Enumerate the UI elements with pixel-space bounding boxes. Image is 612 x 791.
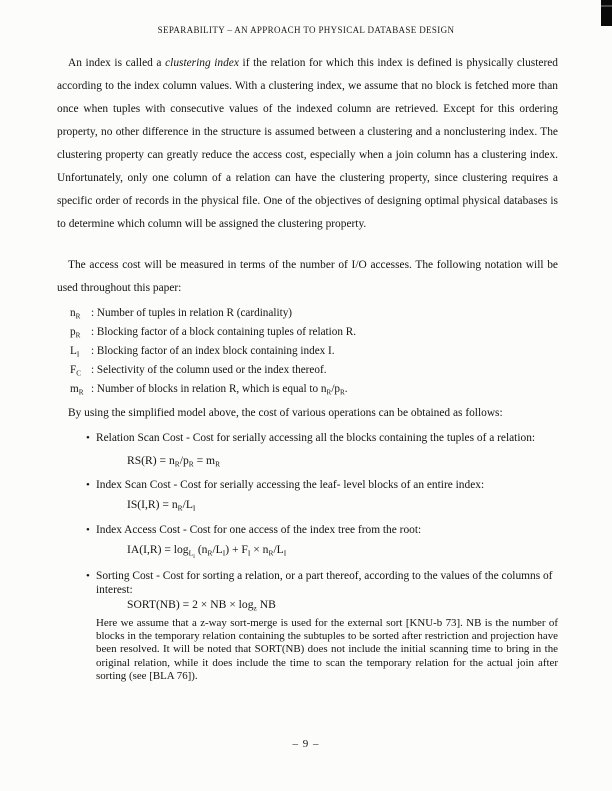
- notation-desc: : Blocking factor of a block containing tuples of relation R.: [91, 326, 357, 339]
- notation-symbol: $p_R$: [70, 326, 81, 340]
- notation-item: [70, 382, 356, 401]
- bullet-index-access-cost: • Index Access Cost - Cost for one access of the index tree from the root:: [96, 524, 558, 538]
- formula-index-scan: $IS(I,R) = n_R/L_I$: [127, 498, 196, 513]
- notation-desc: : Selectivity of the column used or the index thereof.: [91, 364, 327, 377]
- notation-symbol: $L_I$: [70, 345, 80, 359]
- bullet-index-scan-cost: • Index Scan Cost - Cost for serially accessing the leaf- level blocks of an entire index:: [96, 479, 558, 493]
- bullet-relation-scan-cost: • Relation Scan Cost - Cost for serially accessing all the blocks containing the tuples of a relation:: [96, 432, 558, 446]
- paragraph-model-intro: By using the simplified model above, the cost of various operations can be obtained as follows:: [68, 407, 503, 419]
- paragraph-clustering-index: An index is called a clustering index if the relation for which this index is defined is physically clustered according to the index column values. With a clustering index, we assume that no block is fetched more than once when tuples with consecutive values of the indexed column are retrieved. Except for this ordering property, no other difference in the structure is assumed between a clustering and a nonclustering index. The clustering property can greatly reduce the access cost, especially when a join column has a clustering index. Unfortunately, only one column of a relation can have the clustering property, since clustering requires a specific order of records in the physical file. One of the objectives of designing optimal physical databases is to determine which column will be assigned the clustering property.: [57, 57, 558, 230]
- notation-desc: : Blocking factor of an index block containing index I.: [91, 345, 335, 358]
- notation-desc: : Number of blocks in relation R, which is equal to $n_R/p_R$.: [91, 383, 348, 397]
- formula-index-access: $IA(I,R) = \log_{LI} (n_R/L_I) + F_I \times n_R/L_I$: [127, 543, 287, 561]
- paragraph-access-cost: The access cost will be measured in terms of the number of I/O accesses. The following notation will be used throughout this paper:: [57, 259, 558, 294]
- notation-symbol: $F_C$: [70, 364, 82, 378]
- notation-item: [70, 325, 356, 344]
- bullet-sorting-cost: • Sorting Cost - Cost for sorting a relation, or a part thereof, according to the values of the columns of interest:: [96, 570, 558, 598]
- sorting-cost-note: Here we assume that a z-way sort-merge is used for the external sort [KNU-b 73]. NB is the number of blocks in the temporary relation containing the subtuples to be sorted after restriction and projection have been resolved. It will be noted that SORT(NB) does not include the initial scanning time to bring in the original relation, while it does include the time to scan the temporary relation for the actual join after sorting (see [BLA 76]).: [96, 617, 558, 682]
- formula-relation-scan: $RS(R) = n_R/p_R = m_R$: [127, 454, 221, 469]
- scan-artifact-top-right: [601, 0, 612, 26]
- notation-symbol: $m_R$: [70, 383, 84, 397]
- notation-symbol: $n_R$: [70, 307, 81, 321]
- page-number: – 9 –: [292, 738, 320, 750]
- running-head: SEPARABILITY – AN APPROACH TO PHYSICAL DATABASE DESIGN: [157, 25, 455, 35]
- notation-desc: : Number of tuples in relation R (cardinality): [91, 307, 293, 319]
- notation-list: [70, 306, 356, 401]
- formula-sorting: SORT(NB) = 2 × NB × $\log_z$ NB: [127, 598, 276, 613]
- notation-item: [70, 363, 356, 382]
- notation-item: [70, 344, 356, 363]
- notation-item: [70, 306, 356, 325]
